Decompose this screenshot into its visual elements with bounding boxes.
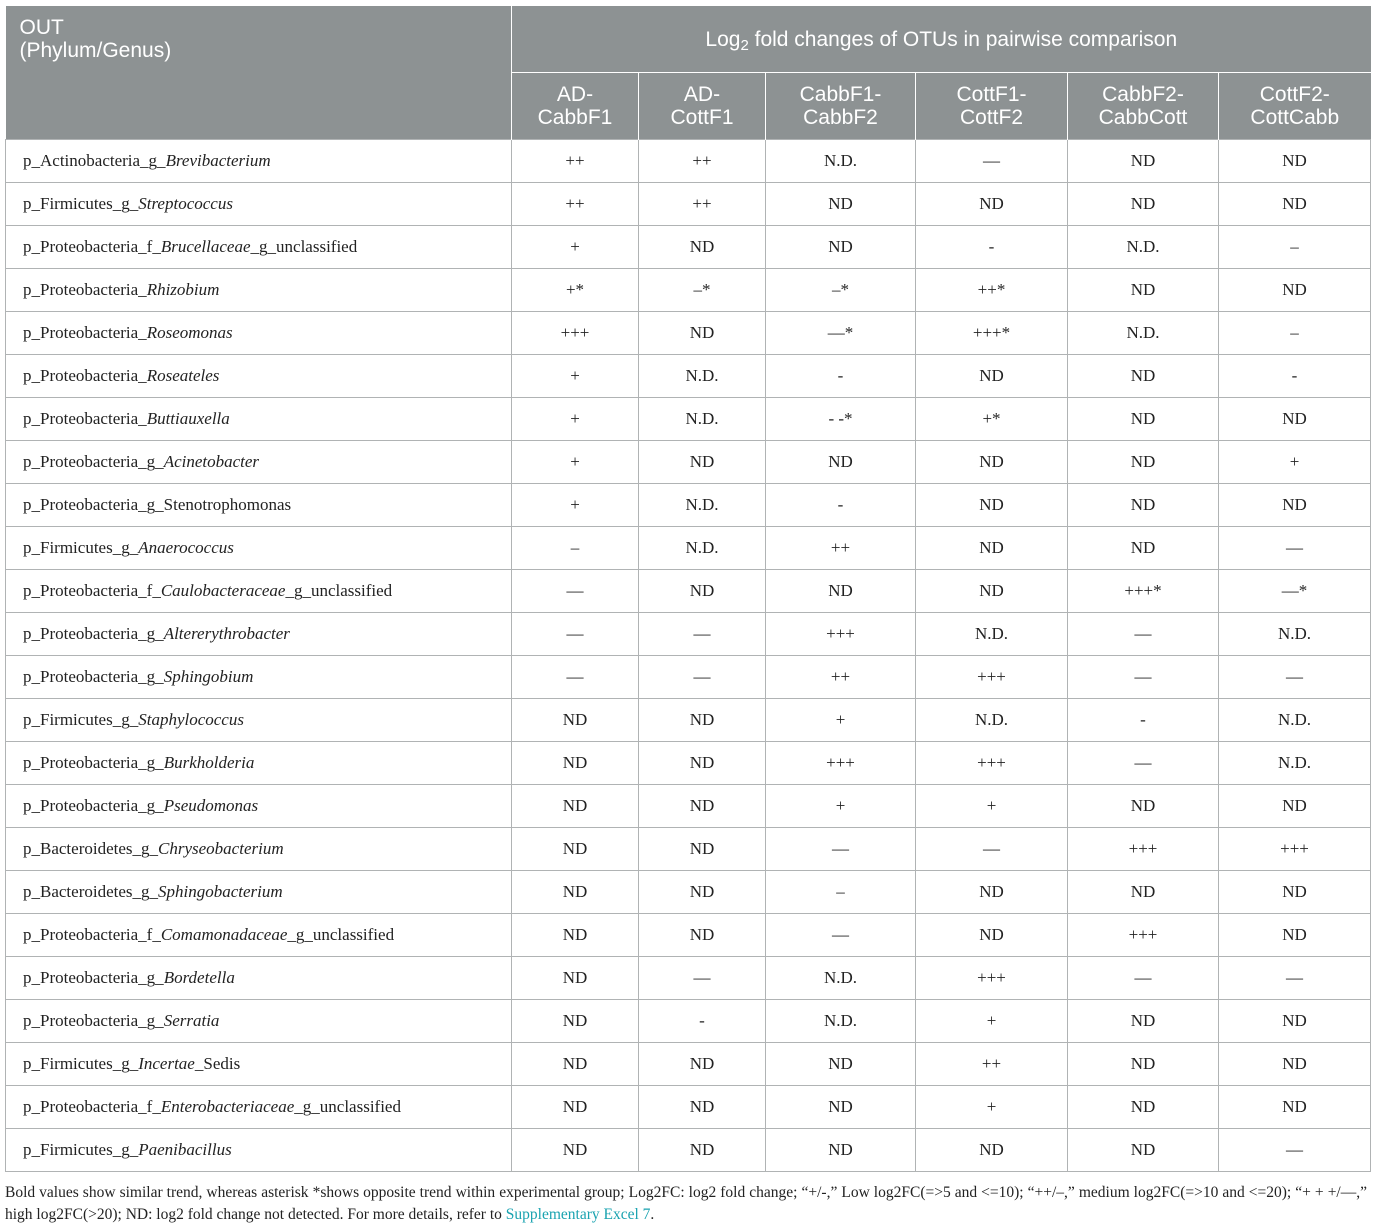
fold-change-cell: + [1219,441,1371,484]
table-row [6,312,1371,355]
fold-change-cell: — [1068,656,1219,699]
otu-taxon-italic: Sphingobium [163,667,254,686]
fold-change-cell: ND [1068,140,1219,183]
otu-name-part: p_Firmicutes_g_ [23,194,139,213]
otu-name-part: _g_unclassified [250,237,358,256]
table-row [6,140,1371,183]
fold-change-cell: — [916,828,1068,871]
fold-change-cell: ND [1068,785,1219,828]
fold-change-cell: – [1219,226,1371,269]
table-row [6,914,1371,957]
table-row [6,1000,1371,1043]
fold-change-cell: ND [639,828,766,871]
fold-change-cell: — [1219,527,1371,570]
fold-change-cell: ND [639,1129,766,1172]
fold-change-cell: N.D. [916,699,1068,742]
fold-change-cell: N.D. [639,527,766,570]
comparison-header-line: CabbF1 [537,106,613,129]
otu-taxon-italic: Paenibacillus [138,1140,232,1159]
table-body [6,140,1371,1172]
otu-name-part: p_Proteobacteria_ [23,280,147,299]
table-row [6,398,1371,441]
fold-change-cell: ND [1068,527,1219,570]
comparison-header-line: CabbF2 [803,106,878,129]
otu-name-part: p_Firmicutes_g_ [23,1140,139,1159]
fold-change-cell: ND [1219,269,1371,312]
table-row [6,957,1371,1000]
otu-name-part: p_Proteobacteria_g_ [23,624,164,643]
otu-table-wrapper [5,6,1370,1172]
fold-change-cell: ++ [916,1043,1068,1086]
fold-change-cell: ND [916,1129,1068,1172]
comparison-header [512,73,639,140]
fold-change-cell: N.D. [916,613,1068,656]
otu-taxon-italic: Buttiauxella [146,409,230,428]
fold-change-cell: ND [916,871,1068,914]
fold-change-cell: ND [1219,914,1371,957]
fold-change-cell: ND [639,226,766,269]
otu-taxon-italic: Enterobacteriaceae [160,1097,295,1116]
fold-change-cell: ND [639,312,766,355]
fold-change-cell: — [639,656,766,699]
fold-change-cell: N.D. [766,1000,916,1043]
fold-change-cell: +++* [916,312,1068,355]
fold-change-cell: +++ [1068,914,1219,957]
otu-name-cell [6,1043,512,1086]
fold-change-cell: +* [916,398,1068,441]
fold-change-cell: ND [766,1043,916,1086]
comparison-header-line: CabbF2- [1102,83,1184,106]
fold-change-cell: ND [1219,140,1371,183]
otu-name-part: p_Proteobacteria_g_ [23,753,164,772]
table-row [6,785,1371,828]
fold-change-cell: N.D. [766,957,916,1000]
fold-change-cell: —* [1219,570,1371,613]
fold-change-cell: ++* [916,269,1068,312]
comparison-header-line: AD- [556,83,594,106]
fold-change-cell: - [916,226,1068,269]
fold-change-cell: ND [1068,1129,1219,1172]
fold-change-cell: ND [1068,1043,1219,1086]
fold-change-cell: ND [512,785,639,828]
fold-change-cell: +++ [916,957,1068,1000]
fold-change-cell: — [1068,742,1219,785]
comparison-header [639,73,766,140]
otu-name-cell [6,484,512,527]
fold-change-cell: ++ [512,183,639,226]
otu-name-part: p_Proteobacteria_ [23,366,147,385]
fold-change-cell: ND [512,1000,639,1043]
otu-name-cell [6,742,512,785]
table-row [6,570,1371,613]
fold-change-cell: ND [916,355,1068,398]
otu-name-part: p_Proteobacteria_g_ [23,968,164,987]
fold-change-cell: +++ [1068,828,1219,871]
comparison-header-line: AD- [683,83,721,106]
fold-change-cell: ND [916,484,1068,527]
fold-change-cell: + [916,785,1068,828]
otu-name-cell [6,355,512,398]
otu-taxon-italic: Altererythrobacter [163,624,290,643]
otu-taxon-italic: Bordetella [163,968,235,987]
table-header [6,6,1371,140]
fold-change-cell: N.D. [766,140,916,183]
otu-taxon-italic: Caulobacteraceae [160,581,286,600]
fold-change-cell: ND [639,570,766,613]
table-row [6,355,1371,398]
otu-name-part: p_Proteobacteria_g_ [23,667,164,686]
fold-change-cell: - [1068,699,1219,742]
fold-change-cell: ++ [512,140,639,183]
fold-change-cell: — [512,656,639,699]
otu-name-cell [6,871,512,914]
fold-change-cell: +++ [1219,828,1371,871]
otu-name-part: p_Proteobacteria_g_Stenotrophomonas [23,495,292,514]
fold-change-cell: ND [766,1129,916,1172]
fold-change-cell: ND [766,183,916,226]
fold-change-cell: ND [512,1043,639,1086]
fold-change-cell: –* [639,269,766,312]
otu-fold-change-table [5,6,1371,1172]
comparison-header-line: CabbF1- [799,83,882,106]
fold-change-cell: N.D. [639,398,766,441]
fold-change-cell: ++ [639,140,766,183]
fold-change-cell: N.D. [1068,312,1219,355]
fold-change-cell: – [512,527,639,570]
otu-taxon-italic: Comamonadaceae [160,925,288,944]
log2-group-header [512,6,1371,73]
comparison-header [1068,73,1219,140]
otu-name-cell [6,1129,512,1172]
fold-change-cell: N.D. [639,484,766,527]
fold-change-cell: ++ [766,527,916,570]
fold-change-cell: – [766,871,916,914]
otu-name-part: p_Firmicutes_g_ [23,538,139,557]
fold-change-cell: — [512,613,639,656]
fold-change-cell: + [512,226,639,269]
otu-name-part: p_Proteobacteria_g_ [23,1011,164,1030]
otu-name-cell [6,398,512,441]
comparison-header-line: CottCabb [1250,106,1340,129]
out-header-line1: OUT [19,16,64,39]
fold-change-cell: ND [1219,484,1371,527]
fold-change-cell: — [1219,1129,1371,1172]
fold-change-cell: +++ [916,742,1068,785]
fold-change-cell: + [916,1000,1068,1043]
fold-change-cell: ++ [639,183,766,226]
fold-change-cell: +* [512,269,639,312]
fold-change-cell: ND [766,570,916,613]
fold-change-cell: N.D. [639,355,766,398]
otu-name-part: p_Firmicutes_g_ [23,1054,139,1073]
fold-change-cell: + [512,398,639,441]
fold-change-cell: ND [639,699,766,742]
comparison-header-line: CottF1 [670,106,734,129]
comparison-header-line: CottF2- [1259,83,1330,106]
fold-change-cell: N.D. [1068,226,1219,269]
fold-change-cell: + [512,441,639,484]
otu-name-cell [6,183,512,226]
otu-taxon-italic: Staphylococcus [138,710,244,729]
fold-change-cell: ND [916,527,1068,570]
fold-change-cell: ND [1068,269,1219,312]
fold-change-cell: ND [512,914,639,957]
table-row [6,1043,1371,1086]
comparison-header-line: CottF2 [959,106,1024,129]
otu-taxon-italic: Serratia [163,1011,220,1030]
otu-name-part: _g_unclassified [294,1097,401,1116]
otu-taxon-italic: Burkholderia [163,753,255,772]
otu-taxon-italic: Brevibacterium [165,151,271,170]
otu-name-cell [6,613,512,656]
comparison-header-line: CottF1- [956,83,1027,106]
otu-name-cell [6,699,512,742]
comparison-header [766,73,916,140]
fold-change-cell: – [1219,312,1371,355]
fold-change-cell: ND [916,183,1068,226]
otu-taxon-italic: Anaerococcus [138,538,234,557]
comparison-header-line: CabbCott [1098,106,1188,129]
fold-change-cell: + [916,1086,1068,1129]
table-row [6,527,1371,570]
otu-name-part: p_Proteobacteria_g_ [23,452,164,471]
fold-change-cell: ND [766,226,916,269]
fold-change-cell: - [766,484,916,527]
fold-change-cell: + [766,699,916,742]
otu-name-part: p_Bacteroidetes_g_ [23,882,159,901]
fold-change-cell: ND [639,871,766,914]
fold-change-cell: ND [512,871,639,914]
fold-change-cell: — [639,613,766,656]
fold-change-cell: —* [766,312,916,355]
fold-change-cell: ND [1219,1043,1371,1086]
otu-name-part: p_Firmicutes_g_ [23,710,139,729]
otu-name-cell [6,312,512,355]
otu-name-cell [6,957,512,1000]
fold-change-cell: ND [639,742,766,785]
group-header-pre: Log [705,27,741,51]
otu-name-part: _g_unclassified [285,581,393,600]
table-row [6,1129,1371,1172]
fold-change-cell: ND [512,742,639,785]
out-column-header [6,6,512,140]
fold-change-cell: ND [512,699,639,742]
fold-change-cell: ND [916,441,1068,484]
otu-taxon-italic: Incertae [138,1054,195,1073]
fold-change-cell: ND [1219,398,1371,441]
otu-name-part: _Sedis [194,1054,241,1073]
fold-change-cell: ND [1068,355,1219,398]
table-row [6,1086,1371,1129]
otu-name-cell [6,441,512,484]
supplementary-link[interactable]: Supplementary Excel 7 [505,1206,651,1223]
fold-change-cell: +++ [916,656,1068,699]
table-row [6,613,1371,656]
fold-change-cell: + [766,785,916,828]
footnote-end: . [650,1206,655,1223]
otu-name-part: p_Proteobacteria_f_ [23,237,161,256]
fold-change-cell: N.D. [1219,699,1371,742]
fold-change-cell: N.D. [1219,742,1371,785]
fold-change-cell: +++* [1068,570,1219,613]
otu-name-cell [6,1086,512,1129]
otu-taxon-italic: Pseudomonas [163,796,259,815]
otu-name-cell [6,226,512,269]
otu-name-part: p_Proteobacteria_f_ [23,1097,161,1116]
fold-change-cell: +++ [766,742,916,785]
fold-change-cell: — [1068,613,1219,656]
otu-name-part: p_Actinobacteria_g_ [23,151,166,170]
fold-change-cell: ND [916,914,1068,957]
fold-change-cell: ND [512,957,639,1000]
table-row [6,484,1371,527]
fold-change-cell: ND [766,441,916,484]
fold-change-cell: — [639,957,766,1000]
otu-name-part: p_Proteobacteria_ [23,323,147,342]
otu-taxon-italic: Streptococcus [138,194,233,213]
table-row [6,699,1371,742]
group-header-post: fold changes of OTUs in pairwise comparison [748,27,1178,51]
otu-name-cell [6,570,512,613]
otu-name-cell [6,828,512,871]
otu-name-cell [6,914,512,957]
group-header-subscript: 2 [740,36,749,54]
otu-taxon-italic: Acinetobacter [163,452,260,471]
fold-change-cell: — [1219,656,1371,699]
fold-change-cell: — [766,914,916,957]
otu-taxon-italic: Roseateles [146,366,220,385]
fold-change-cell: — [1219,957,1371,1000]
fold-change-cell: N.D. [1219,613,1371,656]
fold-change-cell: ND [1219,1086,1371,1129]
otu-name-part: _g_unclassified [287,925,395,944]
fold-change-cell: +++ [512,312,639,355]
otu-name-part: p_Proteobacteria_f_ [23,925,161,944]
fold-change-cell: ND [512,1086,639,1129]
fold-change-cell: - [766,355,916,398]
table-row [6,871,1371,914]
otu-name-cell [6,656,512,699]
comparison-header [1219,73,1371,140]
otu-taxon-italic: Roseomonas [146,323,233,342]
fold-change-cell: — [766,828,916,871]
fold-change-cell: ND [1219,785,1371,828]
out-header-line2: (Phylum/Genus) [19,39,172,62]
fold-change-cell: ND [512,828,639,871]
fold-change-cell: ND [1219,1000,1371,1043]
fold-change-cell: ND [639,914,766,957]
fold-change-cell: ND [639,785,766,828]
table-row [6,183,1371,226]
table-row [6,742,1371,785]
fold-change-cell: — [512,570,639,613]
fold-change-cell: ND [766,1086,916,1129]
table-row [6,226,1371,269]
otu-name-cell [6,140,512,183]
otu-taxon-italic: Chryseobacterium [158,839,284,858]
otu-name-cell [6,1000,512,1043]
fold-change-cell: - [639,1000,766,1043]
fold-change-cell: ND [1068,183,1219,226]
otu-taxon-italic: Brucellaceae [160,237,251,256]
fold-change-cell: + [512,355,639,398]
fold-change-cell: ND [1068,484,1219,527]
table-row [6,828,1371,871]
otu-name-cell [6,785,512,828]
fold-change-cell: — [916,140,1068,183]
otu-name-cell [6,527,512,570]
fold-change-cell: ND [1068,1000,1219,1043]
fold-change-cell: ND [1219,871,1371,914]
table-footnote [5,1182,1367,1226]
fold-change-cell: - [1219,355,1371,398]
fold-change-cell: — [1068,957,1219,1000]
table-row [6,441,1371,484]
otu-name-part: p_Proteobacteria_ [23,409,147,428]
fold-change-cell: +++ [766,613,916,656]
fold-change-cell: ND [1068,871,1219,914]
fold-change-cell: ND [639,441,766,484]
table-row [6,656,1371,699]
fold-change-cell: - -* [766,398,916,441]
comparison-header [916,73,1068,140]
fold-change-cell: ND [1068,398,1219,441]
footnote-text: Bold values show similar trend, whereas asterisk *shows opposite trend within experimental group; Log2FC: log2 fold change; “+/-,” Low log2FC(=>5 and <=10); “++/–,” medium log2FC(=>10 and <=20); “+ + +/—,” high log2FC(>20); ND: log2 fold change not detected. For more details, refer to [5,1184,1367,1223]
otu-name-part: p_Bacteroidetes_g_ [23,839,159,858]
otu-name-part: p_Proteobacteria_f_ [23,581,161,600]
otu-taxon-italic: Rhizobium [146,280,220,299]
fold-change-cell: ND [1068,1086,1219,1129]
fold-change-cell: ND [1068,441,1219,484]
fold-change-cell: ND [512,1129,639,1172]
otu-name-cell [6,269,512,312]
fold-change-cell: ND [639,1043,766,1086]
otu-name-part: p_Proteobacteria_g_ [23,796,164,815]
table-row [6,269,1371,312]
fold-change-cell: ND [639,1086,766,1129]
fold-change-cell: –* [766,269,916,312]
fold-change-cell: ++ [766,656,916,699]
fold-change-cell: + [512,484,639,527]
otu-taxon-italic: Sphingobacterium [158,882,283,901]
fold-change-cell: ND [1219,183,1371,226]
fold-change-cell: ND [916,570,1068,613]
